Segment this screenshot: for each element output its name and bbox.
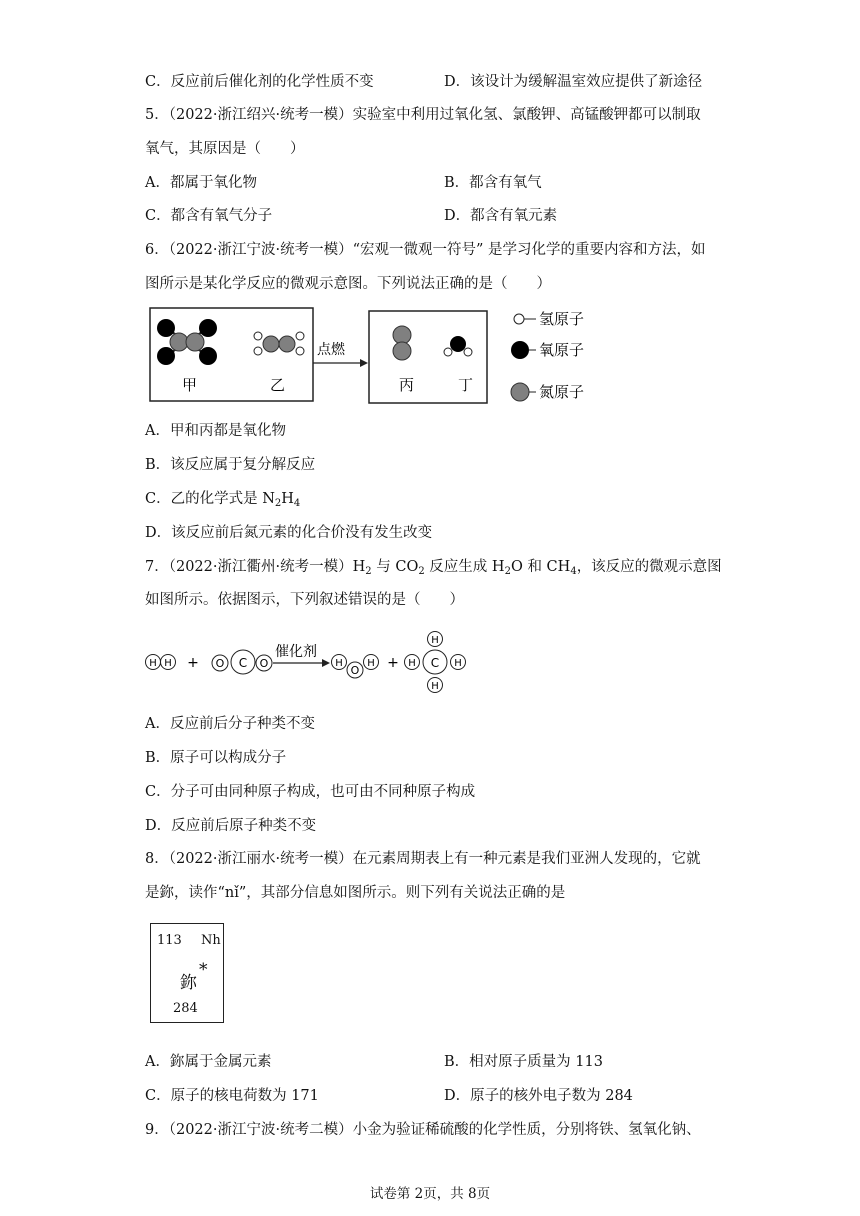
legend-oxygen-icon [511,341,529,359]
nitrogen-atom [170,333,188,351]
option-c: C．乙的化学式是 $N_2H_4$ [145,491,301,509]
svg-text:O: O [350,664,360,677]
svg-text:O: O [215,657,225,670]
option-b: B．原子可以构成分子 [145,750,287,766]
legend-nitrogen: 氮原子 [539,383,585,401]
svg-text:H: H [149,658,157,669]
nitrogen-atom [393,326,411,344]
question-6-stem: 6．（2022·浙江宁波·统考一模）“宏观一微观一符号” 是学习化学的重要内容和方法，如 [145,242,706,258]
oxygen-atom [199,347,217,365]
svg-text:H: H [367,658,375,669]
element-name: 鉨 [180,973,197,993]
option-a: A．鉨属于金属元素 [145,1054,272,1070]
question-8-stem-cont: 是鉨，读作“nǐ”，其部分信息如图所示。则下列有关说法正确的是 [145,885,566,901]
svg-text:H: H [408,658,416,669]
option-a: A．甲和丙都是氧化物 [145,423,286,439]
legend-oxygen: 氧原子 [539,341,585,359]
svg-text:H: H [454,658,462,669]
hydrogen-atom [464,348,472,356]
arrow-label-catalyst: 催化剂 [275,644,317,660]
question-7-stem-cont: 如图所示。依据图示，下列叙述错误的是（ ） [145,592,464,608]
nitrogen-atom [263,336,279,352]
option-d: D．原子的核外电子数为 284 [444,1088,633,1104]
nitrogen-atom [186,333,204,351]
reaction-diagram-6 [146,302,606,406]
label-jia: 甲 [182,376,198,394]
svg-text:+: + [187,655,199,671]
hydrogen-atom [254,332,262,340]
option-c: C．分子可由同种原子构成，也可由不同种原子构成 [145,784,476,800]
label-ding: 丁 [458,376,474,394]
option-a: A．都属于氧化物 [145,175,257,191]
question-5-stem-cont: 氧气，其原因是（ ） [145,141,305,157]
hydrogen-atom [296,332,304,340]
oxygen-atom [450,336,466,352]
legend-hydrogen-icon [514,314,524,324]
question-7-stem: 7．（2022·浙江衢州·统考一模）$H_2$ 与 $CO_2$ 反应生成 $H_2O$ 和 $CH_4$，该反应的微观示意图 [145,559,722,577]
svg-text:H: H [431,635,439,646]
hydrogen-atom [444,348,452,356]
atomic-number: 113 [157,933,182,948]
option-d: D．该反应前后氮元素的化合价没有发生改变 [145,525,433,541]
legend-hydrogen: 氢原子 [539,310,585,328]
svg-text:H: H [164,658,172,669]
element-star: * [199,960,208,980]
oxygen-atom [157,347,175,365]
option-d: D．都含有氧元素 [444,208,558,224]
svg-text:C: C [430,656,440,670]
option-c: C．都含有氧气分子 [145,208,273,224]
question-6-stem-cont: 图所示是某化学反应的微观示意图。下列说法正确的是（ ） [145,276,551,292]
nitrogen-atom [393,342,411,360]
svg-text:+: + [387,655,399,671]
hydrogen-atom [296,347,304,355]
option-a: A．反应前后分子种类不变 [145,716,315,732]
nitrogen-atom [279,336,295,352]
option-b: B．相对原子质量为 113 [444,1054,603,1070]
svg-text:O: O [259,657,269,670]
label-yi: 乙 [270,376,286,394]
label-bing: 丙 [399,376,415,394]
question-9-stem: 9．（2022·浙江宁波·统考二模）小金为验证稀硫酸的化学性质，分别将铁、氢氧化钠、 [145,1122,701,1138]
atomic-mass: 284 [173,1001,198,1016]
hydrogen-atom [254,347,262,355]
question-5-stem: 5．（2022·浙江绍兴·统考一模）实验室中利用过氧化氢、氯酸钾、高锰酸钾都可以制取 [145,107,701,123]
option-d: D．反应前后原子种类不变 [145,818,317,834]
element-symbol: Nh [201,933,221,948]
question-8-stem: 8．（2022·浙江丽水·统考一模）在元素周期表上有一种元素是我们亚洲人发现的，它就 [145,851,701,867]
element-tile [150,923,224,1023]
page-footer: 试卷第 2页，共 8页 [369,1186,491,1202]
option-b: B．该反应属于复分解反应 [145,457,316,473]
option-d: D．该设计为缓解温室效应提供了新途径 [444,74,703,90]
reaction-diagram-7 [140,626,480,698]
legend-nitrogen-icon [511,383,529,401]
oxygen-atom [157,319,175,337]
option-c: C．反应前后催化剂的化学性质不变 [145,74,374,90]
option-b: B．都含有氧气 [444,175,542,191]
svg-text:C: C [238,656,248,670]
arrow-label-ignite: 点燃 [317,342,345,358]
oxygen-atom [199,319,217,337]
svg-text:H: H [335,658,343,669]
option-c: C．原子的核电荷数为 171 [145,1088,319,1104]
svg-text:H: H [431,681,439,692]
